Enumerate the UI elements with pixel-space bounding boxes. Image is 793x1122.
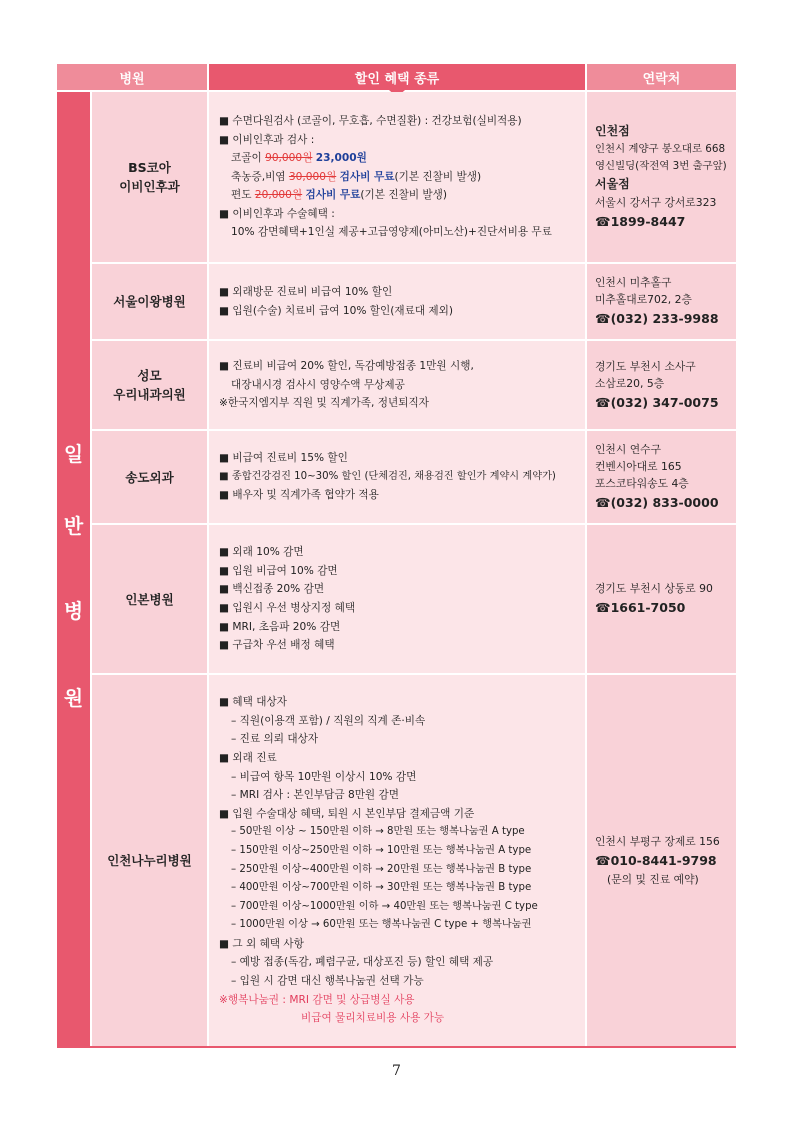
phone-number: ☎1661-7050 [595, 600, 686, 615]
benefits-cell [209, 525, 585, 673]
phone-number: ☎010-8441-9798 [595, 853, 717, 868]
benefit-line: ■ 이비인후과 검사 : [219, 133, 315, 146]
address-line: 경기도 부천시 상동로 90 [595, 582, 713, 595]
benefit-line: – 250만원 이상~400만원 이하 → 20만원 또는 행복나눔권 B type [231, 863, 532, 875]
phone-number: ☎(032) 347-0075 [595, 394, 719, 410]
benefit-line: ■ 종합건강검진 10~30% 할인 (단체검진, 채용검진 할인가 계약시 계약가) [219, 470, 556, 482]
benefit-line: – 입원 시 감면 대신 행복나눔권 선택 가능 [231, 975, 424, 988]
page-number: 7 [392, 1063, 401, 1079]
benefit-line: – 50만원 이상 ~ 150만원 이하 → 8만원 또는 행복나눔권 A type [231, 826, 525, 838]
benefit-line: – MRI 검사 : 본인부담금 8만원 감면 [231, 789, 400, 802]
hospital-name: 서울이왕병원 [92, 264, 207, 339]
benefits-cell [209, 675, 585, 1046]
benefit-note: 비급여 물리치료비용 사용 가능 [301, 1012, 445, 1025]
contact-cell [587, 341, 736, 429]
contact-note: (문의 및 진료 예약) [607, 873, 699, 886]
hospital-name: 성모 우리내과의원 [92, 341, 207, 429]
address-line: 인천시 연수구 [595, 443, 662, 456]
address-line: 인천시 미추홀구 [595, 276, 672, 289]
benefit-line: – 직원(이용객 포함) / 직원의 직계 존·비속 [231, 714, 426, 727]
benefit-line: ■ 백신접종 20% 감면 [219, 583, 325, 596]
benefit-line: ■ MRI, 초음파 20% 감면 [219, 620, 341, 633]
contact-cell [587, 675, 736, 1046]
hospital-row [92, 431, 736, 523]
contact-cell [587, 92, 736, 262]
benefits-cell [209, 341, 585, 429]
benefit-line: ■ 외래 10% 감면 [219, 546, 304, 559]
address-line: 포스코타워송도 4층 [595, 477, 689, 490]
hospital-name: 인천나누리병원 [92, 675, 207, 1046]
hospital-row [92, 92, 736, 262]
hospital-row [92, 525, 736, 673]
benefit-line: – 400만원 이상~700만원 이하 → 30만원 또는 행복나눔권 B type [231, 882, 532, 894]
address-line: 서울시 강서구 강서로323 [595, 196, 717, 209]
address-line: 경기도 부천시 소사구 [595, 359, 696, 373]
phone-number: ☎1899-8447 [595, 214, 686, 229]
benefit-line: 편도 20,000원 검사비 무료(기본 진찰비 발생) [231, 189, 448, 202]
header-benefits: 할인 혜택 종류 [209, 64, 585, 90]
hospital-row [92, 341, 736, 429]
address-line: 영신빌딩(작전역 3번 출구앞) [595, 160, 727, 172]
benefit-line: ■ 입원(수술) 치료비 급여 10% 할인(재료대 제외) [219, 304, 454, 317]
hospital-row [92, 264, 736, 339]
benefit-line: ■ 구급차 우선 배정 혜택 [219, 639, 335, 652]
benefit-line: ■ 그 외 혜택 사항 [219, 937, 304, 950]
hospital-name: 송도외과 [92, 431, 207, 523]
benefit-line: – 1000만원 이상 → 60만원 또는 행복나눔권 C type + 행복나눔권 [231, 919, 532, 931]
benefit-line: ■ 수면다원검사 (코골이, 무호흡, 수면질환) : 건강보험(실비적용) [219, 114, 522, 127]
benefit-line: ■ 이비인후과 수술혜택 : [219, 207, 335, 220]
benefit-note: ※행복나눔권 : MRI 감면 및 상급병실 사용 [219, 993, 415, 1006]
address-line: 미추홀대로702, 2층 [595, 293, 692, 306]
benefit-line: 대장내시경 검사시 영양수액 무상제공 [231, 378, 405, 391]
benefit-line: 축농증,비염 30,000원 검사비 무료(기본 진찰비 발생) [231, 170, 482, 183]
benefit-line: ■ 비급여 진료비 15% 할인 [219, 452, 348, 465]
contact-cell [587, 431, 736, 523]
benefit-line: – 진료 의뢰 대상자 [231, 733, 319, 746]
benefit-line: ■ 혜택 대상자 [219, 696, 287, 709]
benefit-line: ■ 외래 진료 [219, 751, 277, 764]
contact-cell [587, 264, 736, 339]
benefit-line: ■ 입원 비급여 10% 감면 [219, 564, 338, 577]
benefit-line: ■ 외래방문 진료비 비급여 10% 할인 [219, 285, 393, 298]
hospital-name: BS코아 이비인후과 [92, 92, 207, 262]
category-char: 반 [63, 514, 84, 538]
category-char: 원 [63, 686, 84, 710]
category-char: 일 [63, 442, 84, 466]
benefit-note: ※한국지엠지부 직원 및 직계가족, 정년퇴직자 [219, 397, 429, 410]
branch-name: 서울점 [595, 177, 630, 191]
phone-number: ☎(032) 233-9988 [595, 311, 719, 326]
benefit-line: – 150만원 이상~250만원 이하 → 10만원 또는 행복나눔권 A type [231, 844, 532, 856]
benefit-line: – 비급여 항목 10만원 이상시 10% 감면 [231, 770, 417, 783]
phone-number: ☎(032) 833-0000 [595, 495, 719, 510]
table-bottom-border [57, 1046, 736, 1048]
address-line: 컨벤시아대로 165 [595, 460, 682, 473]
benefit-line: – 700만원 이상~1000만원 이하 → 40만원 또는 행복나눔권 C type [231, 900, 538, 912]
benefit-line: ■ 진료비 비급여 20% 할인, 독감예방접종 1만원 시행, [219, 360, 474, 373]
benefit-line: ■ 입원시 우선 병상지정 혜택 [219, 602, 356, 614]
branch-name: 인천점 [595, 124, 630, 138]
category-sidebar [57, 92, 90, 1046]
address-line: 인천시 계양구 봉오대로 668 [595, 143, 726, 155]
benefits-cell [209, 264, 585, 339]
benefit-line: 코골이 90,000원 23,000원 [231, 152, 367, 165]
address-line: 소삼로20, 5층 [595, 376, 665, 390]
header-hospital: 병원 [57, 64, 207, 90]
header-contact: 연락처 [587, 64, 736, 90]
contact-cell [587, 525, 736, 673]
category-char: 병 [63, 599, 84, 623]
benefit-line: 10% 감면혜택+1인실 제공+고급영양제(아미노산)+진단서비용 무료 [231, 226, 552, 239]
address-line: 인천시 부평구 장제로 156 [595, 835, 720, 848]
hospital-row [92, 675, 736, 1046]
benefit-line: ■ 배우자 및 직계가족 협약가 적용 [219, 489, 379, 502]
benefit-line: – 예방 접종(독감, 폐렴구균, 대상포진 등) 할인 혜택 제공 [231, 956, 494, 969]
benefits-cell [209, 431, 585, 523]
benefit-line: ■ 입원 수술대상 혜택, 퇴원 시 본인부담 결제금액 기준 [219, 807, 475, 820]
hospital-name: 인본병원 [92, 525, 207, 673]
benefits-cell [209, 92, 585, 262]
